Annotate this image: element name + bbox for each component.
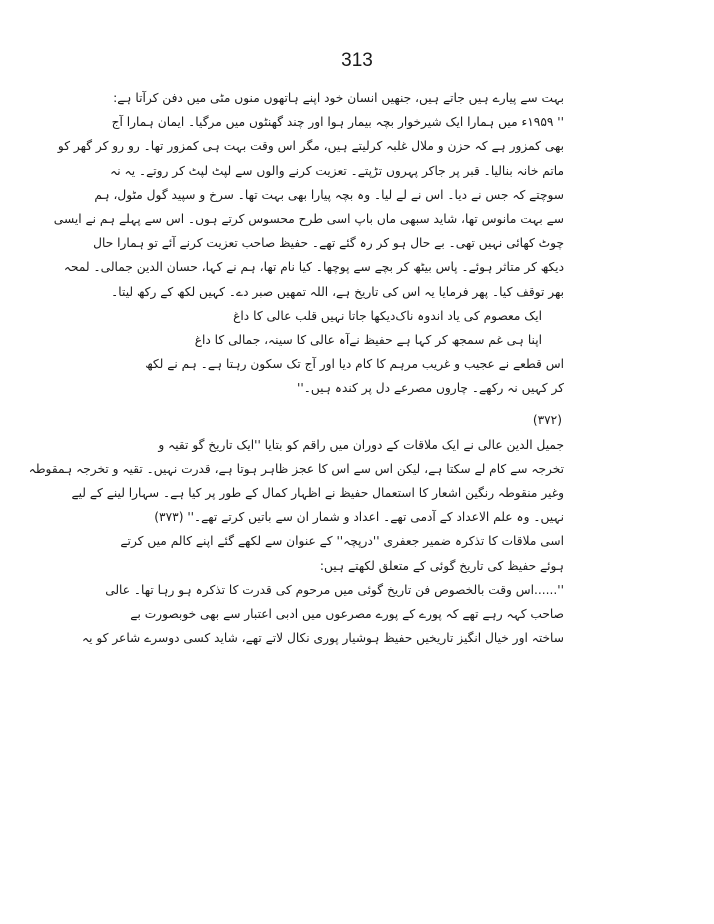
text-line: جمیل الدین عالی نے ایک ملاقات کے دوران میں راقم کو بتایا ''ایک تاریخ گو تقیہ و [158,437,564,452]
text-line: ماتم خانہ بنالیا۔ قبر پر جاکر پہروں تڑپتے۔ تعزیت کرنے والوں سے لپٹ لپٹ کر روتے۔ یہ نہ [110,163,564,178]
verse-qita [180,304,564,352]
text-line: سے بہت مانوس تھا، شاید سبھی ماں باپ اسی طرح محسوس کرتے ہوں۔ اس سے پہلے ہم نے ایسی [53,211,564,226]
page-number: 313 [341,50,373,71]
verse-misra-left: دیکھا جاتا نہیں قلب عالی کا داغ [233,308,396,323]
page-body [28,86,564,650]
intro-line: بہت سے پیارے ہیں جاتے ہیں، جنھیں انسان خود اپنے ہاتھوں منوں مٹی میں دفن کرآتا ہے: [113,91,564,105]
text-line: صاحب کہہ رہے تھے کہ پورے کے پورے مصرعوں میں ادبی اعتبار سے بھی خوبصورت بے [130,606,564,621]
text-line: ساختہ اور خیال انگیز تاریخیں حفیظ ہوشیار پوری نکال لاتے تھے، شاید کسی دوسرے شاعر کو یہ [81,631,564,646]
text-line: ''......اس وقت بالخصوص فن تاریخ گوئی میں مرحوم کی قدرت کا تذکرہ ہو رہا تھا۔ عالی [105,582,564,597]
paragraph-quote-2 [81,578,564,651]
verse-couplet [180,304,564,328]
text-line: سوچتے کہ جس نے دیا۔ اس نے لے لیا۔ وہ بچہ پیارا بھی بہت تھا۔ سرخ و سپید گول مٹول، ہم [94,187,564,202]
text-line: اس قطعے نے عجیب و غریب مرہم کا کام دیا اور آج تک سکون رہتا ہے۔ ہم نے لکھ [145,357,564,372]
text-line: دیکھ کر متاثر ہوئے۔ پاس بیٹھ کر بچے سے پوچھا۔ کیا نام تھا، ہم نے کہا، حسان الدین جمالی۔ لمحہ [63,260,564,275]
verse-misra-right: اپنا ہی غم سمجھ کر کہا ہے حفیظ نے [349,332,542,347]
text-line: بھی کمزور ہے کہ حزن و ملال غلبہ کرلیتے ہیں، مگر اس وقت بہت ہی کمزور تھا۔ رو رو کر گھر کو [57,139,564,154]
verse-misra-left: آہ عالی کا سینہ، جمالی کا داغ [194,332,350,347]
text-line: '' ۱۹۵۹ء میں ہمارا ایک شیرخوار بچہ بیمار ہوا اور چند گھنٹوں میں مرگیا۔ ایمان ہمارا آج [111,115,564,130]
verse-couplet [180,328,564,352]
text-line: بھر توقف کیا۔ پھر فرمایا یہ اس کی تاریخ ہے، اللہ تمھیں صبر دے۔ کہیں لکھ کے رکھ لیتا۔ [111,284,564,299]
text-line: وغیر منقوطہ رنگین اشعار کا استعمال حفیظ نے اظہار کمال کے طور پر کیا ہے۔ سہارا لینے کے لیے [71,486,564,500]
text-line: ہوئے حفیظ کی تاریخ گوئی کے متعلق لکھتے ہیں: [319,558,564,573]
verse-misra-right: ایک معصوم کی یاد اندوہ ناک [395,308,542,323]
text-line: تخرجہ سے کام لے سکتا ہے، لیکن اس سے اس کا عجز ظاہر ہوتا ہے، قدرت نہیں۔ تقیہ و تخرجہ ہمقوطہ [28,461,564,476]
text-line: اسی ملاقات کا تذکرہ ضمیر جعفری ''درپچہ'' کے عنوان سے لکھے گئے اپنے کالم میں کرتے [120,534,564,549]
paragraph-quote-1-end [145,352,564,400]
section-number: (۳۷۲) [532,413,562,428]
text-line: نہیں۔ وہ علم الاعداد کے آدمی تھے۔ اعداد و شمار ان سے باتیں کرتے تھے۔'' (۳۷۳) [154,510,564,525]
paragraph-quote-1 [53,110,564,304]
paragraph-zameer [120,529,564,577]
text-line: کر کہیں نہ رکھے۔ چاروں مصرعے دل پر کندہ ہیں۔'' [297,381,564,396]
text-line: چوٹ کھائی نہیں تھی۔ بے حال ہو کر رہ گئے تھے۔ حفیظ صاحب تعزیت کرنے آئے تو ہمارا حال [93,236,564,251]
paragraph-aali [28,433,564,530]
